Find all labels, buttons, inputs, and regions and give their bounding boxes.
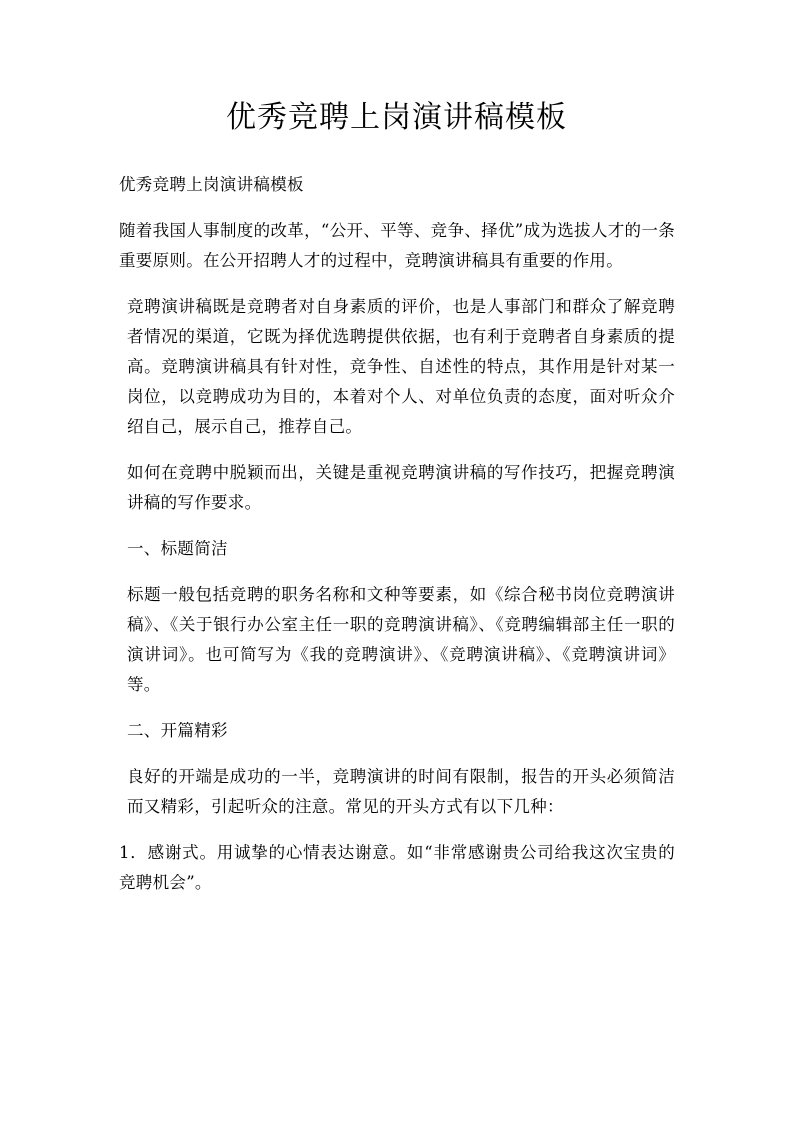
subtitle-paragraph: 优秀竞聘上岗演讲稿模板 [119, 175, 304, 194]
definition-paragraph: 竞聘演讲稿既是竞聘者对自身素质的评价，也是人事部门和群众了解竞聘者情况的渠道，它既为择优选聘提供依据，也有利于竞聘者自身素质的提高。竞聘演讲稿具有针对性，竞争性、自述性的特点，其作用是针对某一岗位，以竞聘成功为目的，本着对个人、对单位负责的态度，面对听众介绍自己，展示自己，推荐自己。 [127, 297, 675, 436]
how-to-paragraph: 如何在竞聘中脱颖而出，关键是重视竞聘演讲稿的写作技巧，把握竞聘演讲稿的写作要求。 [127, 463, 675, 512]
intro-paragraph: 随着我国人事制度的改革，“公开、平等、竞争、择优”成为选拔人才的一条重要原则。在公开招聘人才的过程中，竞聘演讲稿具有重要的作用。 [119, 221, 675, 270]
document-body [119, 170, 675, 914]
section-heading-title: 一、标题简洁 [127, 539, 228, 558]
document-title: 优秀竞聘上岗演讲稿模板 [226, 100, 567, 135]
opening-paragraph: 良好的开端是成功的一半，竞聘演讲的时间有限制，报告的开头必须简洁而又精彩，引起听众的注意。常见的开头方式有以下几种： [127, 767, 675, 816]
section-heading-opening: 二、开篇精彩 [127, 721, 228, 740]
thanks-paragraph: 1．感谢式。用诚挚的心情表达谢意。如“非常感谢贵公司给我这次宝贵的竞聘机会”。 [119, 843, 675, 892]
title-paragraph: 标题一般包括竞聘的职务名称和文种等要素，如《综合秘书岗位竞聘演讲稿》、《关于银行办公室主任一职的竞聘演讲稿》、《竞聘编辑部主任一职的演讲词》。也可简写为《我的竞聘演讲》、《竞聘演讲稿》、《竞聘演讲词》等。 [127, 585, 675, 694]
